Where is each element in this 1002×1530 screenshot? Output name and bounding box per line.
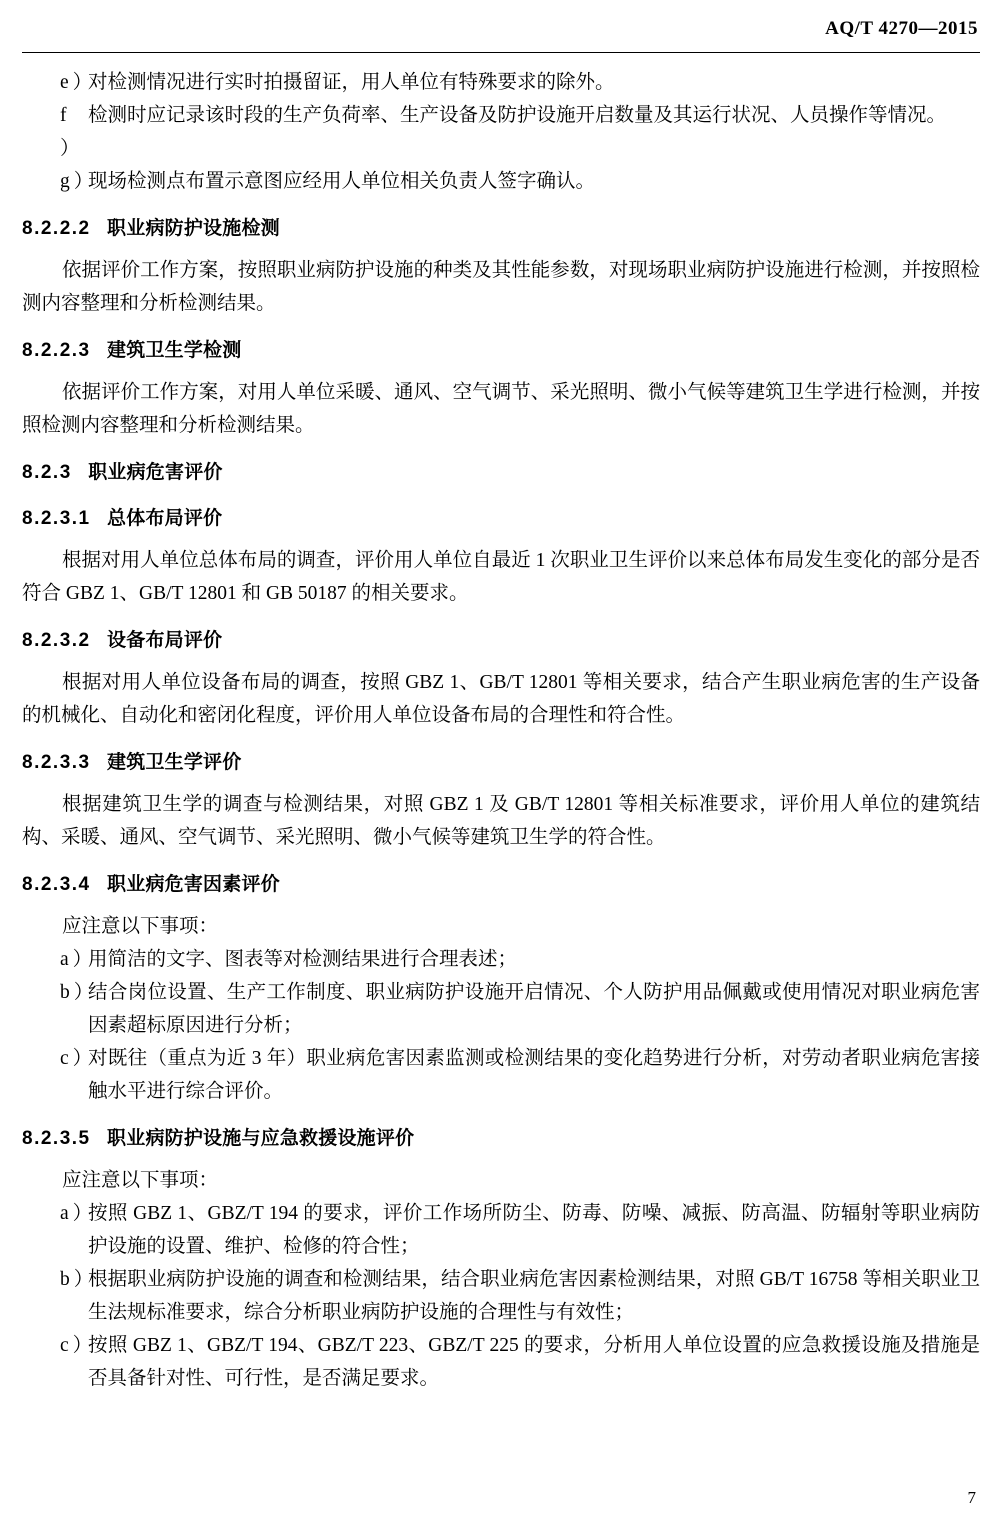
list-item-label: b） <box>60 1269 98 1290</box>
section-heading <box>22 626 980 656</box>
section-title: 建筑卫生学评价 <box>107 752 242 773</box>
list-item <box>22 165 980 198</box>
list-item-text: 现场检测点布置示意图应经用人单位相关负责人签字确认。 <box>88 171 596 192</box>
list-item <box>22 99 980 165</box>
list-item-label: b） <box>60 982 98 1003</box>
list-item-text: 用简洁的文字、图表等对检测结果进行合理表述； <box>88 949 518 970</box>
section-title: 职业病危害因素评价 <box>107 874 280 895</box>
list-item-text: 检测时应记录该时段的生产负荷率、生产设备及防护设施开启数量及其运行状况、人员操作等情况。 <box>88 105 947 126</box>
page-header-standard-code: AQ/T 4270—2015 <box>825 18 978 39</box>
list-item <box>22 66 980 99</box>
list-item-label: c） <box>60 1048 97 1069</box>
list-item-text: 对检测情况进行实时拍摄留证，用人单位有特殊要求的除外。 <box>88 72 615 93</box>
list-item <box>22 976 980 1042</box>
list-item-label: a） <box>60 949 97 970</box>
section-heading <box>22 458 980 488</box>
page-content <box>22 66 980 1395</box>
section-heading <box>22 870 980 900</box>
section-title: 建筑卫生学检测 <box>107 340 242 361</box>
page-number: 7 <box>967 1488 976 1507</box>
list-item-label: c） <box>60 1335 97 1356</box>
section-paragraph: 依据评价工作方案，按照职业病防护设施的种类及其性能参数，对现场职业病防护设施进行检测，并按照检测内容整理和分析检测结果。 <box>22 260 980 314</box>
list-item <box>22 943 980 976</box>
section-lead-text: 应注意以下事项： <box>62 1170 219 1191</box>
list-item-label: g） <box>60 171 98 192</box>
section-paragraph: 依据评价工作方案，对用人单位采暖、通风、空气调节、采光照明、微小气候等建筑卫生学进行检测，并按照检测内容整理和分析检测结果。 <box>22 382 980 436</box>
list-item-text: 根据职业病防护设施的调查和检测结果，结合职业病危害因素检测结果，对照 GB/T 16758 等相关职业卫生法规标准要求，综合分析职业病防护设施的合理性与有效性； <box>88 1269 980 1323</box>
section-title: 设备布局评价 <box>107 630 223 651</box>
section-number: 8.2.3.1 <box>22 508 91 529</box>
list-item-label: f ） <box>60 105 84 159</box>
section-number: 8.2.3 <box>22 462 72 483</box>
section-paragraph: 根据对用人单位设备布局的调查，按照 GBZ 1、GB/T 12801 等相关要求，结合产生职业病危害的生产设备的机械化、自动化和密闭化程度，评价用人单位设备布局的合理性和符合性。 <box>22 672 980 726</box>
list-item <box>22 1329 980 1395</box>
list-item <box>22 1042 980 1108</box>
section-paragraph: 根据对用人单位总体布局的调查，评价用人单位自最近 1 次职业卫生评价以来总体布局发生变化的部分是否符合 GBZ 1、GB/T 12801 和 GB 50187 的相关要求。 <box>22 550 980 604</box>
section-number: 8.2.2.2 <box>22 218 91 239</box>
section-title: 职业病防护设施检测 <box>107 218 280 239</box>
list-item-text: 按照 GBZ 1、GBZ/T 194 的要求，评价工作场所防尘、防毒、防噪、减振、防高温、防辐射等职业病防护设施的设置、维护、检修的符合性； <box>88 1203 980 1257</box>
list-item <box>22 1197 980 1263</box>
section-title: 职业病危害评价 <box>88 462 223 483</box>
section-title: 职业病防护设施与应急救援设施评价 <box>107 1128 415 1149</box>
section-title: 总体布局评价 <box>107 508 223 529</box>
list-item <box>22 1263 980 1329</box>
list-item-text: 按照 GBZ 1、GBZ/T 194、GBZ/T 223、GBZ/T 225 的要求，分析用人单位设置的应急救援设施及措施是否具备针对性、可行性，是否满足要求。 <box>88 1335 980 1389</box>
section-number: 8.2.3.2 <box>22 630 91 651</box>
list-item-label: a） <box>60 1203 97 1224</box>
section-number: 8.2.3.5 <box>22 1128 91 1149</box>
section-heading <box>22 504 980 534</box>
section-paragraph: 根据建筑卫生学的调查与检测结果，对照 GBZ 1 及 GB/T 12801 等相关标准要求，评价用人单位的建筑结构、采暖、通风、空气调节、采光照明、微小气候等建筑卫生学的符合性。 <box>22 794 980 848</box>
section-heading <box>22 214 980 244</box>
section-heading <box>22 748 980 778</box>
list-item-label: e） <box>60 72 97 93</box>
section-heading <box>22 336 980 366</box>
list-item-text: 结合岗位设置、生产工作制度、职业病防护设施开启情况、个人防护用品佩戴或使用情况对职业病危害因素超标原因进行分析； <box>88 982 980 1036</box>
list-item-text: 对既往（重点为近 3 年）职业病危害因素监测或检测结果的变化趋势进行分析，对劳动者职业病危害接触水平进行综合评价。 <box>88 1048 980 1102</box>
section-number: 8.2.2.3 <box>22 340 91 361</box>
section-number: 8.2.3.3 <box>22 752 91 773</box>
header-divider <box>22 52 980 53</box>
section-number: 8.2.3.4 <box>22 874 91 895</box>
section-heading <box>22 1124 980 1154</box>
section-lead-text: 应注意以下事项： <box>62 916 219 937</box>
